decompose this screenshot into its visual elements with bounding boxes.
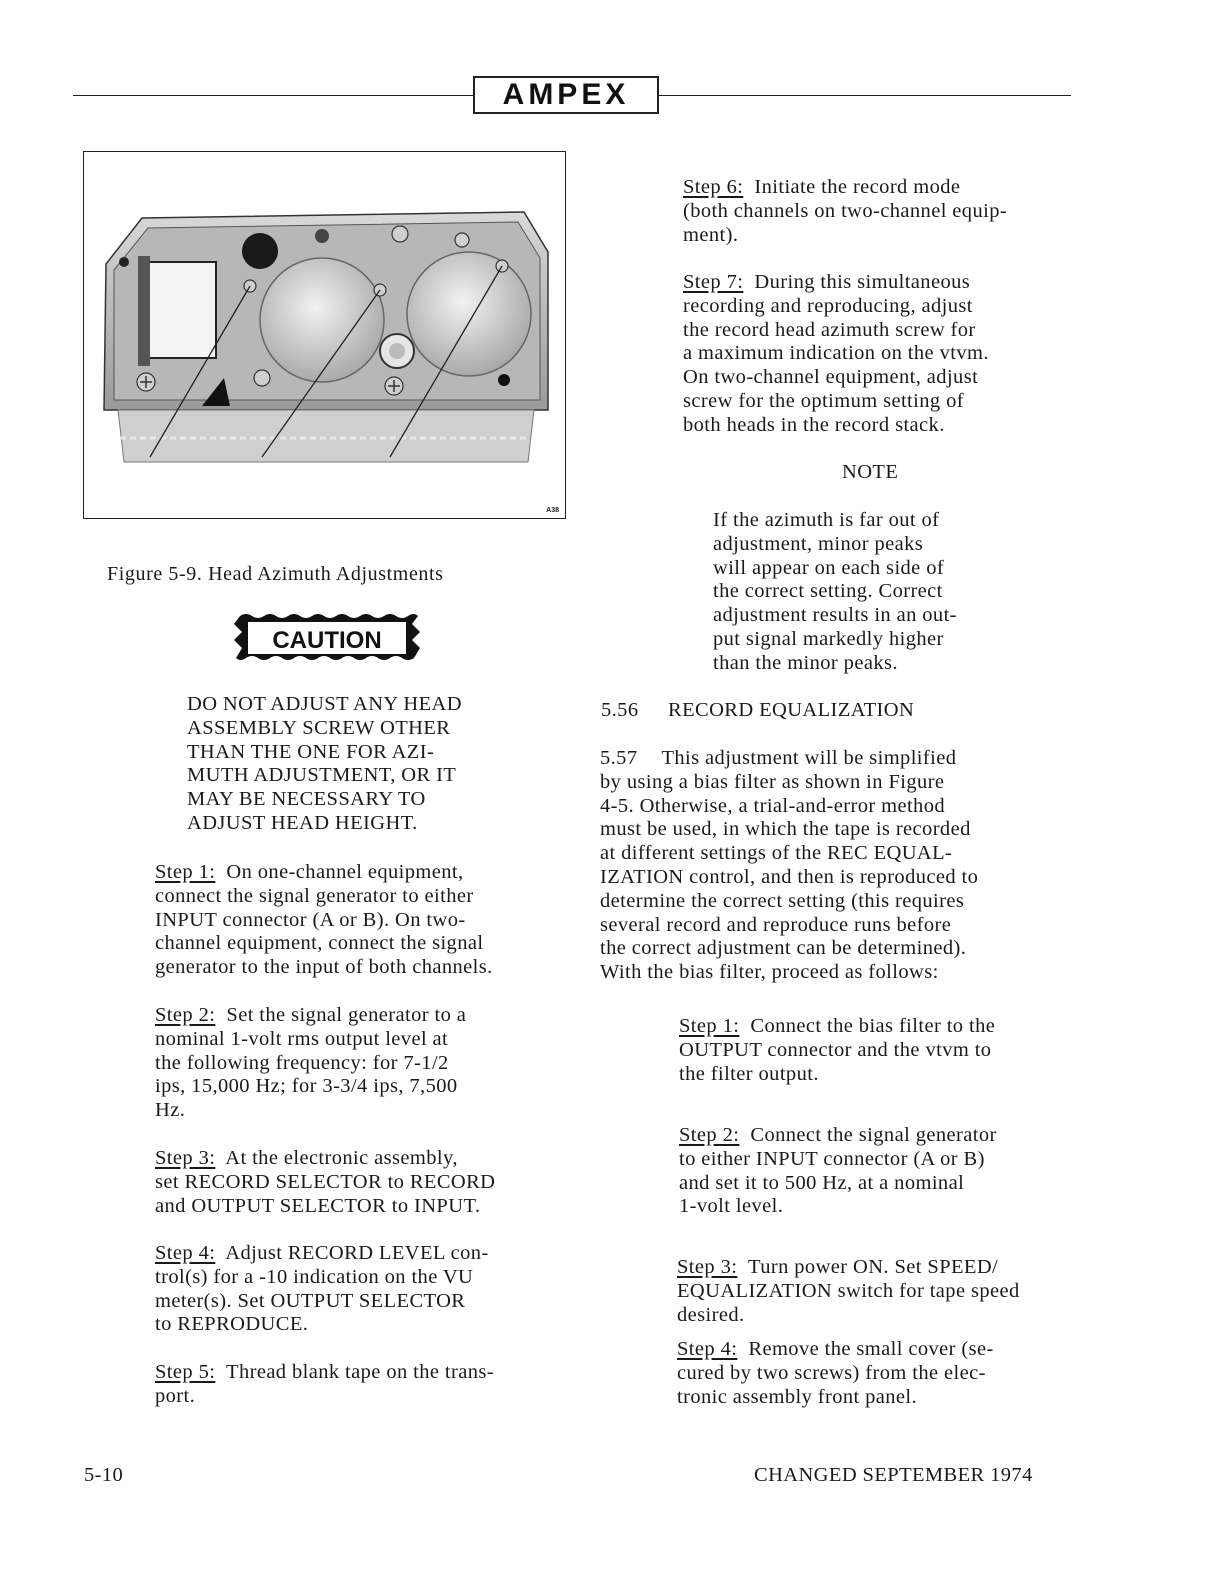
left-step-1: Step 1: On one-channel equipment, connect the signal generator to either INPUT connector (A or B). On two- channel equipment, connect the signal generator to the input of both channels. [155, 861, 493, 979]
figure-head-assembly [83, 151, 566, 519]
bias-step-2: Step 2: Connect the signal generator to either INPUT connector (A or B) and set it to 500 Hz, at a nominal 1-volt level. [679, 1124, 997, 1218]
note-title: NOTE [842, 461, 899, 483]
header-rule-right [659, 95, 1071, 96]
figure-code: A38 [546, 507, 559, 514]
bias-step-1: Step 1: Connect the bias filter to the OUTPUT connector and the vtvm to the filter output. [679, 1015, 996, 1085]
head-assembly-photo [84, 152, 564, 517]
right-step-7: Step 7: During this simultaneous recording and reproducing, adjust the record head azimuth screw for a maximum indication on the vtvm. On two-channel equipment, adjust screw for the optimum setting of both heads in the record stack. [683, 271, 989, 436]
note-body: If the azimuth is far out of adjustment, minor peaks will appear on each side of the correct setting. Correct adjustment results in an out- put signal markedly higher than the minor peaks. [713, 509, 957, 674]
left-step-5: Step 5: Thread blank tape on the trans- port. [155, 1361, 494, 1407]
left-step-2: Step 2: Set the signal generator to a nominal 1-volt rms output level at the following frequency: for 7-1/2 ips, 15,000 Hz; for 3-3/4 ips, 7,500 Hz. [155, 1004, 467, 1122]
ampex-logo: AMPEX [473, 76, 659, 114]
header-rule-left [73, 95, 473, 96]
section-heading [601, 699, 914, 723]
left-step-3: Step 3: At the electronic assembly, set RECORD SELECTOR to RECORD and OUTPUT SELECTOR to INPUT. [155, 1147, 496, 1217]
caution-label: CAUTION [272, 627, 382, 654]
paragraph-5-57: 5.57 This adjustment will be simplified by using a bias filter as shown in Figure 4-5. Otherwise, a trial-and-error method must be used, in which the tape is recorded at different settings of the REC EQUAL- IZATION control, and then is reproduced to determine the correct setting (this requires several record and reproduce runs before the correct adjustment can be determined). With the bias filter, proceed as follows: [600, 747, 979, 984]
caution-text: DO NOT ADJUST ANY HEAD ASSEMBLY SCREW OTHER THAN THE ONE FOR AZI- MUTH ADJUSTMENT, OR IT MAY BE NECESSARY TO ADJUST HEAD HEIGHT. [187, 693, 462, 834]
section-title: RECORD EQUALIZATION [668, 699, 915, 721]
bias-step-3: Step 3: Turn power ON. Set SPEED/ EQUALIZATION switch for tape speed desired. [677, 1256, 1020, 1326]
figure-caption: Figure 5-9. Head Azimuth Adjustments [107, 563, 444, 585]
caution-badge [230, 610, 425, 666]
left-step-4: Step 4: Adjust RECORD LEVEL con- trol(s) for a -10 indication on the VU meter(s). Set OUTPUT SELECTOR to REPRODUCE. [155, 1242, 489, 1336]
changed-date: CHANGED SEPTEMBER 1974 [754, 1464, 1033, 1486]
bias-step-4: Step 4: Remove the small cover (se- cured by two screws) from the elec- tronic assembly front panel. [677, 1338, 994, 1408]
page-number: 5-10 [84, 1464, 124, 1486]
section-number: 5.56 [601, 699, 639, 721]
right-step-6: Step 6: Initiate the record mode (both channels on two-channel equip- ment). [683, 176, 1008, 246]
